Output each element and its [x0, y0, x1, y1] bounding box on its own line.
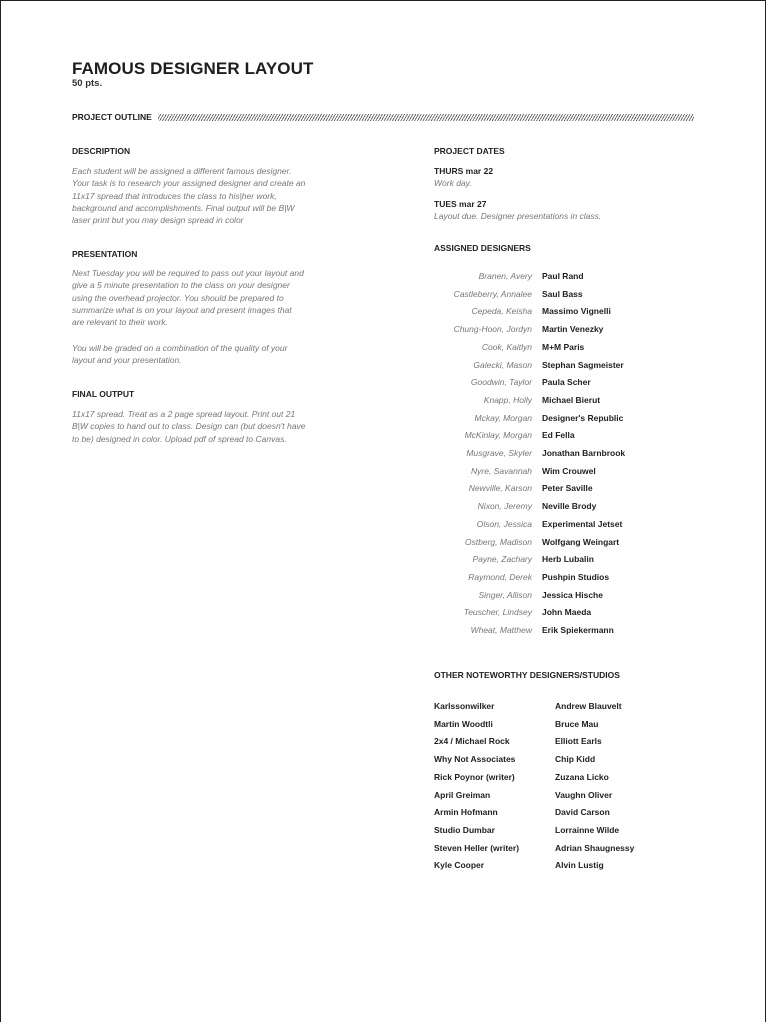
- student-name: Knapp, Holly: [483, 394, 532, 405]
- presentation-line: summarize what is on your layout and present images that: [72, 304, 292, 315]
- presentation-line: Next Tuesday you will be required to pass out your layout and: [72, 268, 304, 278]
- student-name: Mckay, Morgan: [474, 412, 532, 423]
- assignment-row: [401, 289, 661, 303]
- designer-name: John Maeda: [542, 607, 592, 618]
- presentation-heading: PRESENTATION: [72, 249, 138, 259]
- description-line: laser print but you may design spread in color: [72, 215, 244, 226]
- other-designer: Why Not Associates: [434, 754, 516, 765]
- designer-name: Stephan Sagmeister: [542, 359, 624, 370]
- other-designer: Zuzana Licko: [555, 771, 609, 782]
- student-name: Olson, Jessica: [476, 518, 532, 529]
- assignment-row: [401, 377, 661, 391]
- designer-name: Designer's Republic: [542, 412, 624, 423]
- student-name: Musgrave, Skyler: [466, 448, 532, 458]
- assignment-row: [401, 483, 661, 497]
- date-note: Layout due. Designer presentations in class.: [434, 211, 602, 221]
- other-designer: Bruce Mau: [555, 718, 599, 729]
- presentation-line: using the overhead projector. You should be prepared to: [72, 292, 284, 303]
- grading-text: [72, 342, 372, 367]
- assignment-row: [401, 519, 661, 533]
- description-heading: DESCRIPTION: [72, 146, 131, 156]
- designer-name: Paul Rand: [542, 271, 584, 281]
- student-name: Newville, Karson: [468, 483, 532, 494]
- date-note: Work day.: [434, 178, 472, 188]
- assignment-row: [401, 271, 661, 285]
- other-designer: Karlssonwilker: [434, 701, 495, 711]
- designer-name: Erik Spiekermann: [542, 625, 614, 635]
- other-designer: Vaughn Oliver: [555, 789, 613, 800]
- student-name: Nixon, Jeremy: [477, 501, 532, 512]
- presentation-line: give a 5 minute presentation to the class on your designer: [72, 280, 290, 291]
- assignment-row: [401, 430, 661, 444]
- student-name: Goodwin, Taylor: [470, 377, 532, 388]
- final-output-heading: FINAL OUTPUT: [72, 389, 135, 399]
- description-line: Your task is to research your assigned designer and create an: [72, 178, 306, 189]
- other-designer: April Greiman: [434, 789, 491, 800]
- student-name: Payne, Zachary: [472, 554, 532, 565]
- assignment-row: [401, 448, 661, 462]
- final-output-line: 11x17 spread. Treat as a 2 page spread layout. Print out 21: [72, 409, 296, 419]
- designer-name: M+M Paris: [542, 341, 585, 352]
- assigned-designers-heading: ASSIGNED DESIGNERS: [434, 243, 531, 253]
- assignment-row: [401, 360, 661, 374]
- final-output-text: [72, 408, 372, 445]
- grading-line: You will be graded on a combination of the quality of your: [72, 343, 288, 353]
- assignment-row: [401, 607, 661, 621]
- student-name: Castleberry, Annalee: [453, 288, 532, 299]
- assignment-row: [401, 537, 661, 551]
- student-name: Galecki, Mason: [473, 359, 532, 370]
- designer-name: Herb Lubalin: [542, 554, 594, 565]
- date-label: TUES mar 27: [434, 199, 487, 209]
- hatch-divider: [158, 114, 694, 121]
- presentation-line: are relevant to their work.: [72, 317, 168, 328]
- assignment-row: [401, 554, 661, 568]
- assignment-row: [401, 572, 661, 586]
- student-name: Teuscher, Lindsey: [463, 607, 532, 618]
- date-label: THURS mar 22: [434, 166, 494, 176]
- description-text: [72, 165, 372, 226]
- other-designer: Armin Hofmann: [434, 807, 498, 818]
- final-output-line: B|W copies to hand out to class. Design can (but doesn't have: [72, 421, 306, 432]
- student-name: Nyre, Savannah: [471, 465, 532, 476]
- other-designer: Alvin Lustig: [555, 860, 604, 871]
- assignment-row: [401, 625, 661, 639]
- designer-name: Wim Crouwel: [542, 465, 596, 476]
- other-designer: Kyle Cooper: [434, 860, 485, 871]
- assignment-row: [401, 413, 661, 427]
- designer-name: Ed Fella: [542, 430, 575, 441]
- final-output-line: to be) designed in color. Upload pdf of spread to Canvas.: [72, 433, 287, 444]
- description-line: 11x17 spread that introduces the class to his|her work,: [72, 190, 277, 201]
- designer-name: Paula Scher: [542, 377, 591, 388]
- other-designer: David Carson: [555, 807, 610, 818]
- points-value: 50 pts.: [72, 78, 103, 89]
- other-designers-heading: OTHER NOTEWORTHY DESIGNERS/STUDIOS: [434, 670, 620, 680]
- presentation-text: [72, 267, 372, 328]
- description-line: Each student will be assigned a different famous designer.: [72, 166, 292, 176]
- student-name: Singer, Allison: [478, 589, 532, 600]
- other-designer: Rick Poynor (writer): [434, 771, 515, 782]
- designer-name: Pushpin Studios: [542, 571, 610, 582]
- assignment-row: [401, 501, 661, 515]
- designer-name: Jessica Hische: [542, 589, 603, 600]
- project-outline-rule: [72, 111, 694, 123]
- other-designer: Lorrainne Wilde: [555, 824, 620, 835]
- assignment-row: [401, 590, 661, 604]
- assignment-row: [401, 466, 661, 480]
- project-outline-label: PROJECT OUTLINE: [72, 112, 152, 122]
- designer-name: Saul Bass: [542, 288, 583, 299]
- student-name: McKinlay, Morgan: [464, 430, 532, 441]
- student-name: Cook, Kaitlyn: [481, 341, 532, 352]
- student-name: Branen, Avery: [478, 271, 532, 281]
- other-designer: Steven Heller (writer): [434, 842, 520, 853]
- grading-line: layout and your presentation.: [72, 355, 182, 366]
- student-name: Cepeda, Keisha: [471, 306, 532, 317]
- other-designer: Chip Kidd: [555, 754, 596, 765]
- designer-name: Experimental Jetset: [542, 518, 623, 529]
- designer-name: Massimo Vignelli: [542, 306, 611, 317]
- designer-name: Neville Brody: [542, 501, 597, 512]
- designer-name: Martin Venezky: [542, 324, 604, 335]
- other-designer: 2x4 / Michael Rock: [434, 736, 510, 747]
- assignment-row: [401, 342, 661, 356]
- other-designer: Adrian Shaugnessy: [555, 842, 635, 853]
- description-line: background and accomplishments. Final output will be B|W: [72, 202, 295, 213]
- assignment-row: [401, 395, 661, 409]
- student-name: Chung-Hoon, Jordyn: [453, 324, 532, 335]
- student-name: Ostberg, Madison: [464, 536, 532, 547]
- assignment-row: [401, 324, 661, 338]
- other-designer: Studio Dumbar: [434, 824, 495, 835]
- page-title: FAMOUS DESIGNER LAYOUT: [72, 59, 314, 78]
- designer-name: Peter Saville: [542, 483, 593, 494]
- other-designer: Elliott Earls: [555, 736, 602, 747]
- other-designer: Andrew Blauvelt: [555, 701, 622, 711]
- designer-name: Michael Bierut: [542, 394, 601, 405]
- designer-name: Wolfgang Weingart: [542, 536, 620, 547]
- designer-name: Jonathan Barnbrook: [542, 448, 626, 458]
- student-name: Wheat, Matthew: [470, 625, 532, 635]
- assignment-row: [401, 306, 661, 320]
- other-designer: Martin Woodtli: [434, 718, 493, 729]
- student-name: Raymond, Derek: [468, 571, 532, 582]
- project-dates-heading: PROJECT DATES: [434, 146, 505, 156]
